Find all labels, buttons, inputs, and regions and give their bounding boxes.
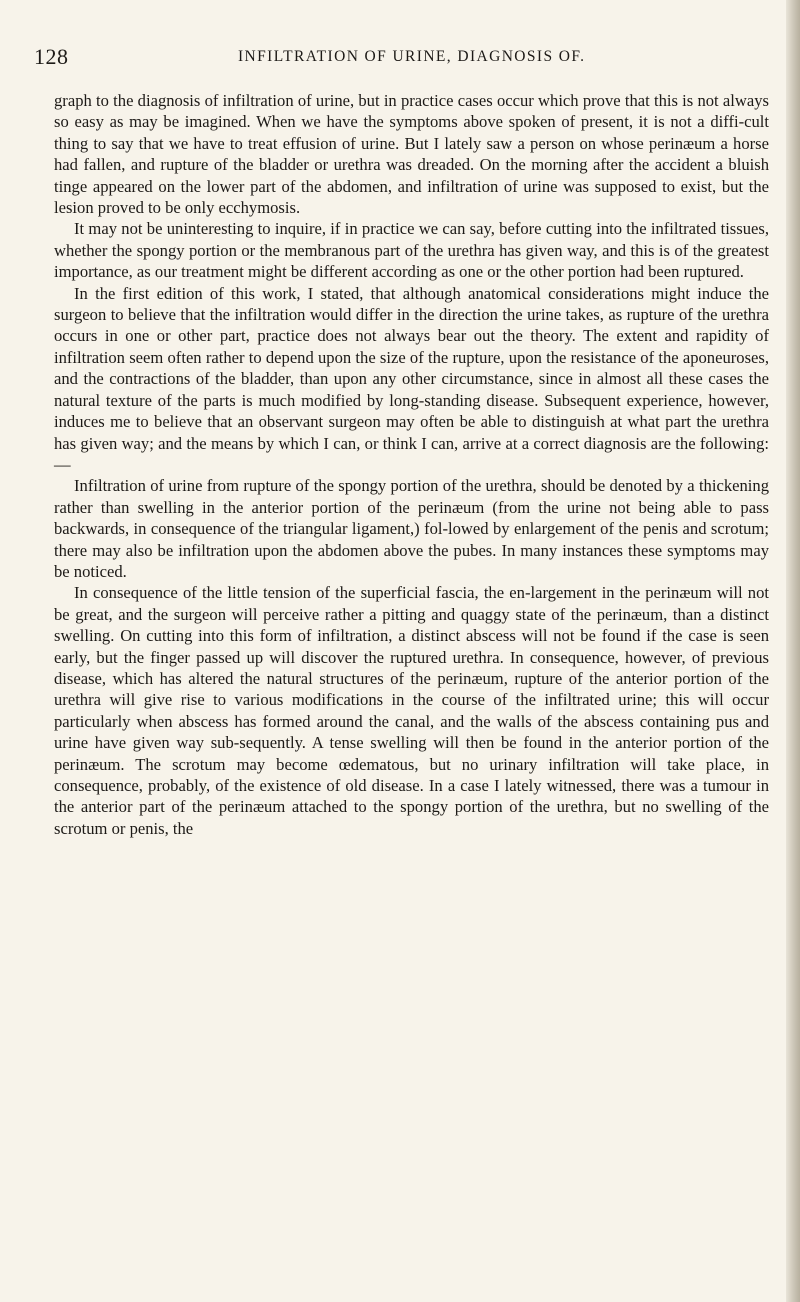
page-header: [0, 44, 800, 74]
paragraph: Infiltration of urine from rupture of the spongy portion of the urethra, should be denoted by a thickening rather than swelling in the anterior portion of the perinæum (from the urine not being able to pass backwards, in consequence of the triangular ligament,) fol-lowed by enlargement of the penis and scrotum; there may also be infiltration upon the abdomen above the pubes. In many instances these symptoms may be noticed.: [54, 476, 769, 581]
paragraph: In the first edition of this work, I stated, that although anatomical considerations might induce the surgeon to believe that the infiltration would differ in the direction the urine takes, as rupture of the urethra occurs in one or other part, practice does not always bear out the theory. The extent and rapidity of infiltration seem often rather to depend upon the size of the rupture, upon the resistance of the aponeuroses, and the contractions of the bladder, than upon any other circumstance, since in almost all these cases the natural texture of the parts is much modified by long-standing disease. Subsequent experience, however, induces me to believe that an observant surgeon may often be able to distinguish at what part the urethra has given way; and the means by which I can, or think I can, arrive at a correct diagnosis are the following:—: [54, 283, 769, 474]
page-edge-shadow: [786, 0, 800, 1302]
paragraph: It may not be uninteresting to inquire, if in practice we can say, before cutting into the infiltrated tissues, whether the spongy portion or the membranous part of the urethra has given way, and this is of the greatest importance, as our treatment might be different according as one or the other portion had been ruptured.: [54, 219, 769, 282]
page-number: 128: [34, 44, 69, 69]
paragraph-continued: graph to the diagnosis of infiltration of urine, but in practice cases occur which prove that this is not always so easy as may be imagined. When we have the symptoms above spoken of present, it is not a diffi-cult thing to say that we have to treat effusion of urine. But I lately saw a person on whose perinæum a horse had fallen, and rupture of the bladder or urethra was dreaded. On the morning after the accident a bluish tinge appeared on the lower part of the abdomen, and infiltration of urine was supposed to exist, but the lesion proved to be only ecchymosis.: [54, 91, 769, 218]
running-head: INFILTRATION OF URINE, DIAGNOSIS OF.: [238, 48, 586, 65]
paragraph: In consequence of the little tension of the superficial fascia, the en-largement in the perinæum will not be great, and the surgeon will perceive rather a pitting and quaggy state of the perinæum, than a distinct swelling. On cutting into this form of infiltration, a distinct abscess will not be found if the case is seen early, but the finger passed up will discover the ruptured urethra. In consequence, however, of previous disease, which has altered the natural structures of the perinæum, rupture of the anterior portion of the urethra will give rise to various modifications in the course of the infiltrated urine; this will occur particularly when abscess has formed around the canal, and the walls of the abscess containing pus and urine have given way sub-sequently. A tense swelling will then be found in the anterior portion of the perinæum. The scrotum may become œdematous, but no urinary infiltration will take place, in consequence, probably, of the existence of old disease. In a case I lately witnessed, there was a tumour in the anterior part of the perinæum attached to the spongy portion of the urethra, but no swelling of the scrotum or penis, the: [54, 583, 769, 838]
body-text: [54, 90, 769, 839]
